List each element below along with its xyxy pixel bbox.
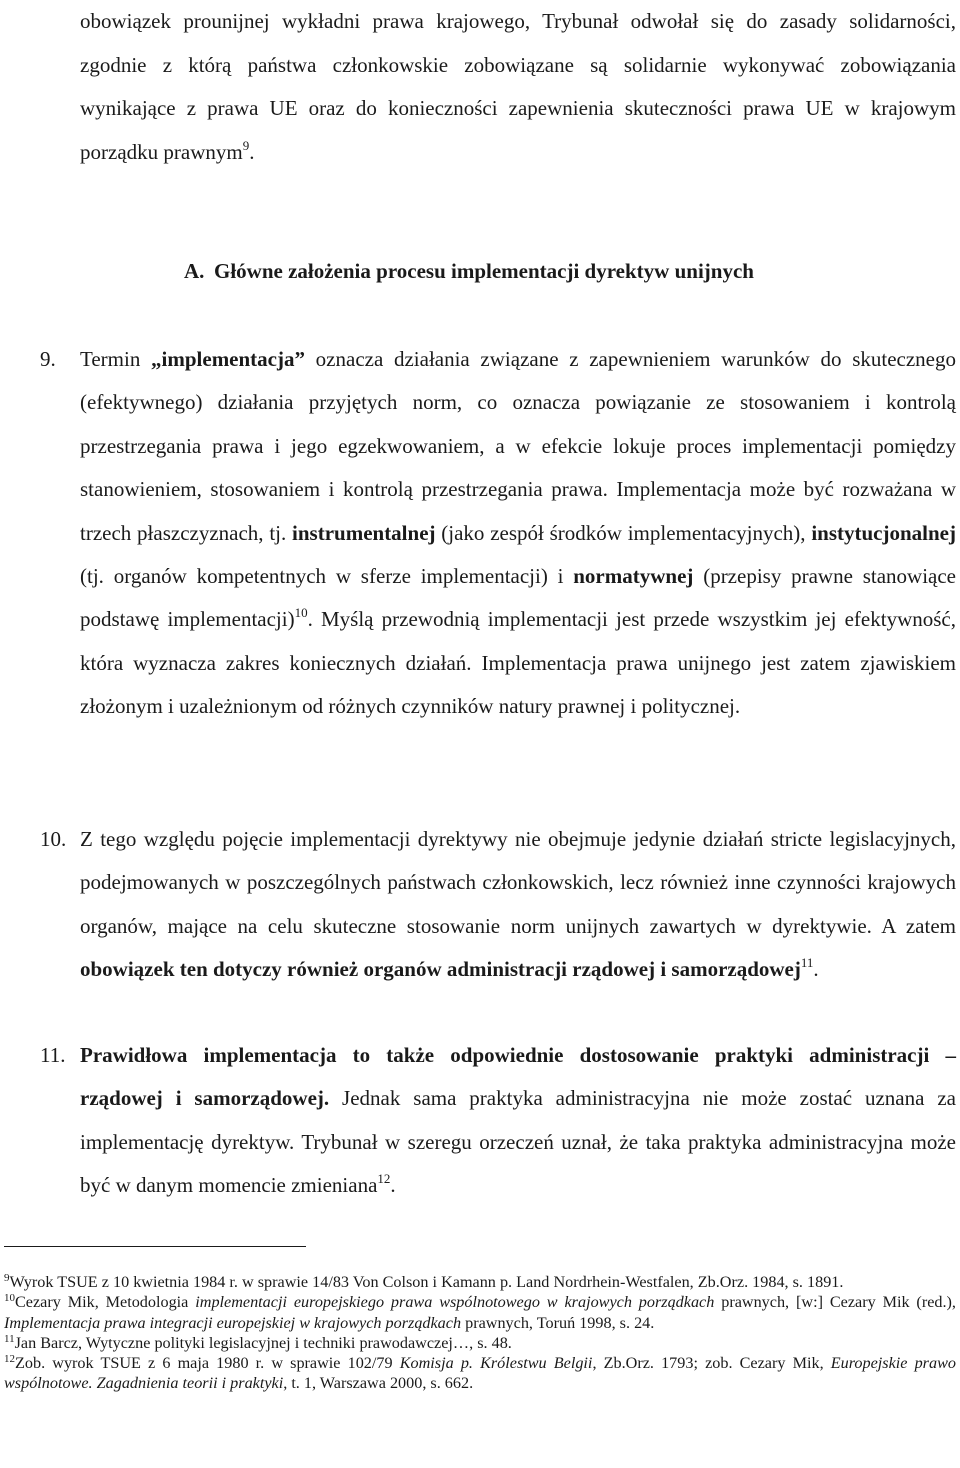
footnote-12: $^{12}$Zob. wyrok TSUE z 6 maja 1980 r. w sprawie 102/79 Komisja p. Królestwu Belgii, Zb.Orz. 1793; zob. Cezary Mik, Europejskie prawo wspólnotowe. Zagadnienia teorii i praktyki, t. 1, Warszawa 2000, s. 662.	[4, 1353, 956, 1393]
term-implementacja: „implementacja”	[151, 347, 305, 371]
paragraph-9: 9. Termin „implementacja” oznacza działania związane z zapewnieniem warunków do skutecznego (efektywnego) działania przyjętych norm, co oznacza powiązanie ze stosowaniem i kontrolą przestrzegania prawa i jego egzekwowaniem, a w efekcie lokuje proces implementacji pomiędzy stanowieniem, stosowaniem i kontrolą przestrzegania prawa. Implementacja może być rozważana w trzech płaszczyznach, tj. instrumentalnej (jako zespół środków implementacyjnych), instytucjonalnej (tj. organów kompetentnych w sferze implementacji) i normatywnej (przepisy prawne stanowiące podstawę implementacji)$^{10}$. Myślą przewodnią implementacji jest przede wszystkim jej efektywność, która wyznacza zakres koniecznych działań. Implementacja prawa unijnego jest zatem zjawiskiem złożonym i uzależnionym od różnych czynników natury prawnej i politycznej.	[80, 338, 956, 729]
footnote-11: $^{11}$Jan Barcz, Wytyczne polityki legislacyjnej i techniki prawodawczej…, s. 48.	[4, 1332, 512, 1352]
footnote-divider	[4, 1246, 306, 1247]
bold-statement: Prawidłowa implementacja to także odpowiednie dostosowanie praktyki administracji – rządowej i samorządowej.	[80, 1043, 956, 1111]
paragraph-number: 10.	[40, 827, 67, 851]
section-title: Główne założenia procesu implementacji dyrektyw unijnych	[214, 259, 754, 283]
paragraph-11: 11. Prawidłowa implementacja to także odpowiednie dostosowanie praktyki administracji – rządowej i samorządowej. Jednak sama praktyka administracyjna nie może zostać uznana za implementację dyrektyw. Trybunał w szeregu orzeczeń uznał, że taka praktyka administracyjna może być w danym momencie zmieniana$^{12}$.	[80, 1034, 956, 1208]
footnote-9: $^9$Wyrok TSUE z 10 kwietnia 1984 r. w sprawie 14/83 Von Colson i Kamann p. Land Nordrhein-Westfalen, Zb.Orz. 1984, s. 1891.	[4, 1272, 844, 1291]
term-normatywnej: normatywnej	[573, 564, 694, 589]
footnotes	[4, 1272, 956, 1394]
footnote-ref-11[interactable]: 11	[800, 955, 814, 971]
paragraph-number: 11.	[40, 1043, 66, 1067]
bold-statement: obowiązek ten dotyczy również organów administracji rządowej i samorządowej	[80, 957, 801, 982]
term-instrumentalnej: instrumentalnej	[292, 520, 436, 545]
section-heading	[184, 253, 754, 289]
intro-text: obowiązek prounijnej wykładni prawa krajowego, Trybunał odwołał się do zasady solidarności, zgodnie z którą państwa członkowskie zobowiązane są solidarnie wykonywać zobowiązania wynikające z prawa UE oraz do konieczności zapewnienia skuteczności prawa UE w krajowym porządku prawnym	[80, 9, 956, 164]
paragraph-10: 10. Z tego względu pojęcie implementacji dyrektywy nie obejmuje jedynie działań stricte legislacyjnych, podejmowanych w poszczególnych państwach członkowskich, lecz również inne czynności krajowych organów, mające na celu skuteczne stosowanie norm unijnych zawartych w dyrektywie. A zatem obowiązek ten dotyczy również organów administracji rządowej i samorządowej$^{11}$.	[80, 818, 956, 992]
intro-paragraph: obowiązek prounijnej wykładni prawa krajowego, Trybunał odwołał się do zasady solidarności, zgodnie z którą państwa członkowskie zobowiązane są solidarnie wykonywać zobowiązania wynikające z prawa UE oraz do konieczności zapewnienia skuteczności prawa UE w krajowym porządku prawnym$^9$.	[80, 9, 956, 164]
footnote-ref-10[interactable]: 10	[294, 605, 308, 621]
section-letter: A.	[184, 259, 205, 283]
footnote-ref-12[interactable]: 12	[377, 1171, 391, 1187]
footnote-10: $^{10}$Cezary Mik, Metodologia implementacji europejskiego prawa wspólnotowego w krajowych porządkach prawnych, [w:] Cezary Mik (red.), Implementacja prawa integracji europejskiej w krajowych porządkach prawnych, Toruń 1998, s. 24.	[4, 1292, 956, 1332]
paragraph-number: 9.	[40, 347, 56, 371]
term-instytucjonalnej: instytucjonalnej	[811, 520, 957, 545]
footnote-ref-9[interactable]: 9	[242, 137, 250, 153]
